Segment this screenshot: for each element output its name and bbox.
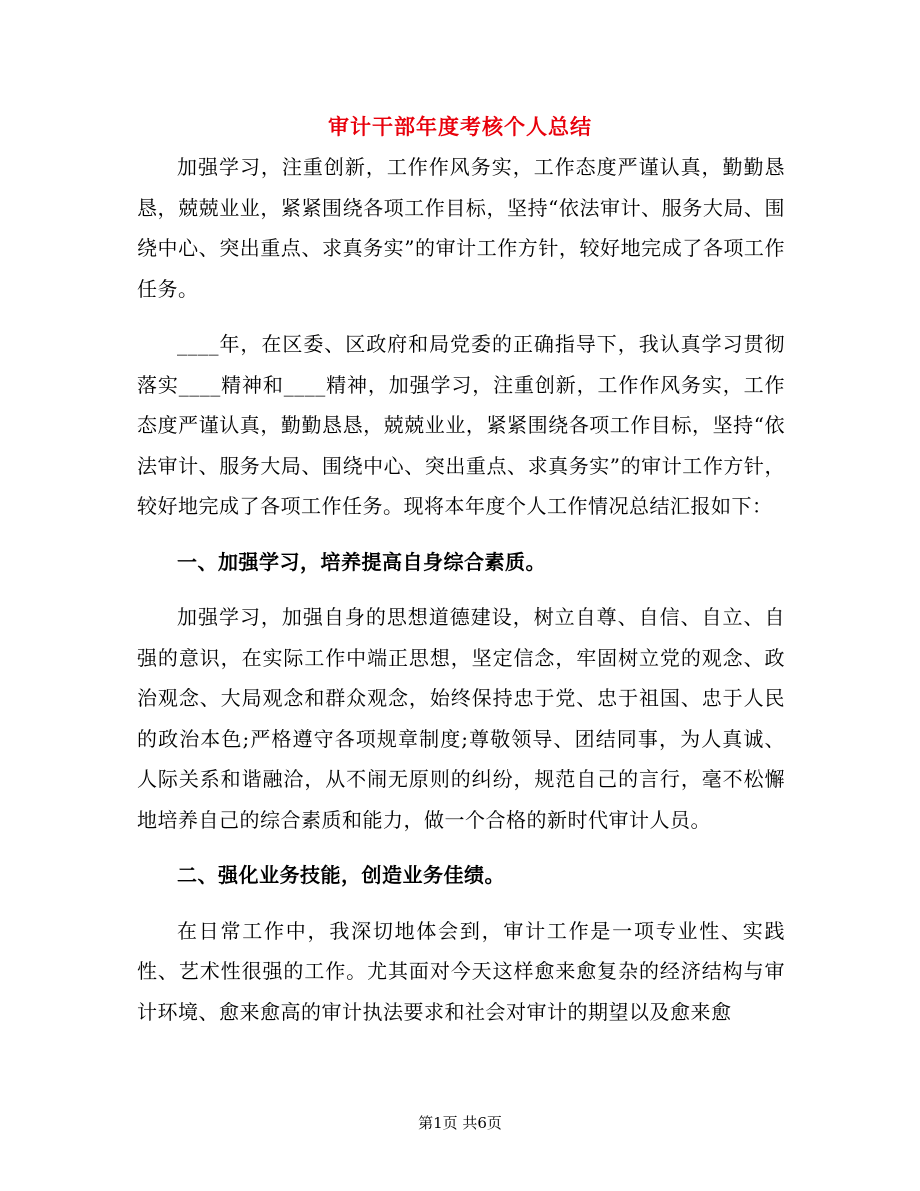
section-heading-2: 二、强化业务技能，创造业务佳绩。: [177, 863, 505, 887]
overview-paragraph: ____年，在区委、区政府和局党委的正确指导下，我认真学习贯彻落实____精神和____精神，加强学习，注重创新，工作作风务实，工作态度严谨认真，勤勤恳恳，兢兢业业，紧紧围绕各项工作目标，坚持“依法审计、服务大局、围绕中心、突出重点、求真务实”的审计工作方针，较好地完成了各项工作任务。现将本年度个人工作情况总结汇报如下：: [137, 332, 785, 518]
document-body: [137, 147, 785, 1047]
intro-paragraph: 加强学习，注重创新，工作作风务实，工作态度严谨认真，勤勤恳恳，兢兢业业，紧紧围绕各项工作目标，坚持“依法审计、服务大局、围绕中心、突出重点、求真务实”的审计工作方针，较好地完成了各项工作任务。: [137, 155, 785, 301]
page-number-footer: 第1页 共6页: [418, 1114, 502, 1132]
section-heading-1: 一、加强学习，培养提高自身综合素质。: [177, 549, 546, 574]
section-2-paragraph: 在日常工作中，我深切地体会到，审计工作是一项专业性、实践性、艺术性很强的工作。尤其面对今天这样愈来愈复杂的经济结构与审计环境、愈来愈高的审计执法要求和社会对审计的期望以及愈来愈: [137, 918, 785, 1024]
document-title: 审计干部年度考核个人总结: [328, 114, 592, 139]
section-1-paragraph: 加强学习，加强自身的思想道德建设，树立自尊、自信、自立、自强的意识，在实际工作中端正思想，坚定信念，牢固树立党的观念、政治观念、大局观念和群众观念，始终保持忠于党、忠于祖国、忠于人民的政治本色;严格遵守各项规章制度;尊敬领导、团结同事，为人真诚、人际关系和谐融洽，从不闹无原则的纠纷，规范自己的言行，毫不松懈地培养自己的综合素质和能力，做一个合格的新时代审计人员。: [137, 605, 785, 832]
